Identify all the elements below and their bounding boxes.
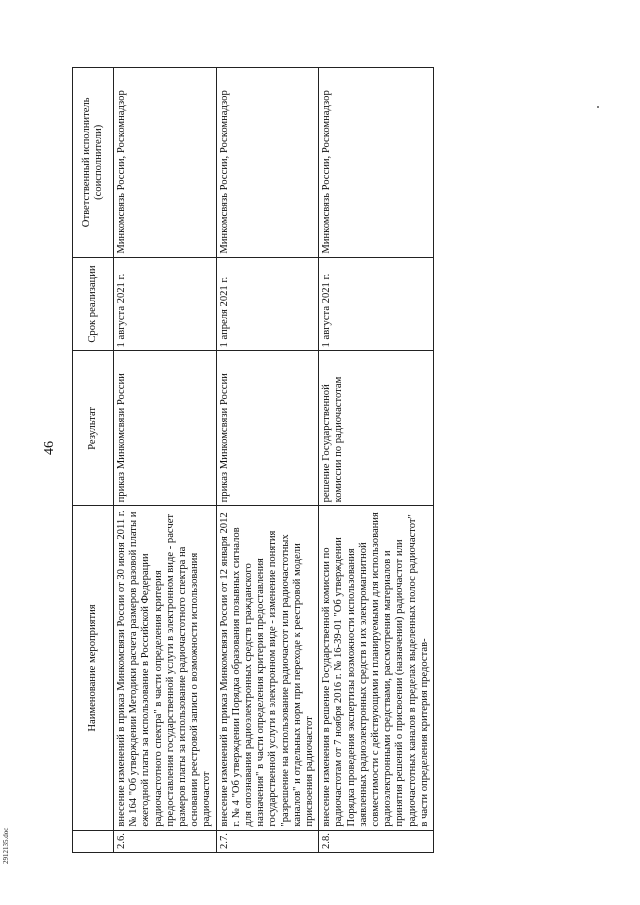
table-row <box>114 68 217 853</box>
row-number: 2.7. <box>216 830 319 852</box>
row-result: приказ Минкомсвязи России <box>114 351 217 506</box>
row-measure-name: внесение изменения в решение Государственной комиссии по радиочастотам от 7 ноября 2016 г. № 16-39-01 "Об утверждении Порядка проведения экспертизы возможности использования заявленных радиоэлектронных средств и их электромагнитной совместимости с действующими и планируемыми для использования радиоэлектронными средствами, рассмотрения материалов и принятия решений о присвоении (назначении) радиочастот или радиочастотных каналов в пределах выделенных полос радиочастот" в части определения критерия предостав- <box>319 506 434 830</box>
header-num <box>73 830 114 852</box>
measures-table <box>72 67 434 853</box>
row-executor: Минкомсвязь России, Роскомнадзор <box>114 68 217 258</box>
row-term: 1 августа 2021 г. <box>319 257 434 351</box>
header-name: Наименование мероприятия <box>73 506 114 830</box>
scan-dot-mark <box>597 106 599 108</box>
row-measure-name: внесение изменений в приказ Минкомсвязи России от 12 января 2012 г. № 4 "Об утверждении Порядка образования позывных сигналов для опознавания радиоэлектронных средств гражданского назначения" в части определения критерия предоставления государственной услуги в электронном виде - изменение понятия "разрешение на использование радиочастот или радиочастотных каналов" и отдельных норм при переходе к реестровой модели присвоения радиочастот <box>216 506 319 830</box>
row-number: 2.6. <box>114 830 217 852</box>
file-label: 2912135.doc <box>2 827 10 864</box>
header-term: Срок реализации <box>73 257 114 351</box>
header-executor: Ответственный исполнитель (соисполнители) <box>73 68 114 258</box>
row-executor: Минкомсвязь России, Роскомнадзор <box>216 68 319 258</box>
rotated-table-container <box>72 67 430 853</box>
table-header-row <box>73 68 114 853</box>
table-row <box>216 68 319 853</box>
row-result: приказ Минкомсвязи России <box>216 351 319 506</box>
row-measure-name: внесение изменений в приказ Минкомсвязи России от 30 июня 2011 г. № 164 "Об утверждении Методики расчета размеров разовой платы и ежегодной платы за использование в Российской Федерации радиочастотного спектра" в части определения критерия предоставления государственной услуги в электронном виде - расчет размеров платы за использование радиочастотного спектра на основании реестровой записи о возможности использования радиочастот <box>114 506 217 830</box>
header-result: Результат <box>73 351 114 506</box>
row-number: 2.8. <box>319 830 434 852</box>
row-term: 1 августа 2021 г. <box>114 257 217 351</box>
table-row <box>319 68 434 853</box>
page-number: 46 <box>42 441 57 455</box>
row-term: 1 апреля 2021 г. <box>216 257 319 351</box>
row-executor: Минкомсвязь России, Роскомнадзор <box>319 68 434 258</box>
row-result: решение Государственной комиссии по радиочастотам <box>319 351 434 506</box>
